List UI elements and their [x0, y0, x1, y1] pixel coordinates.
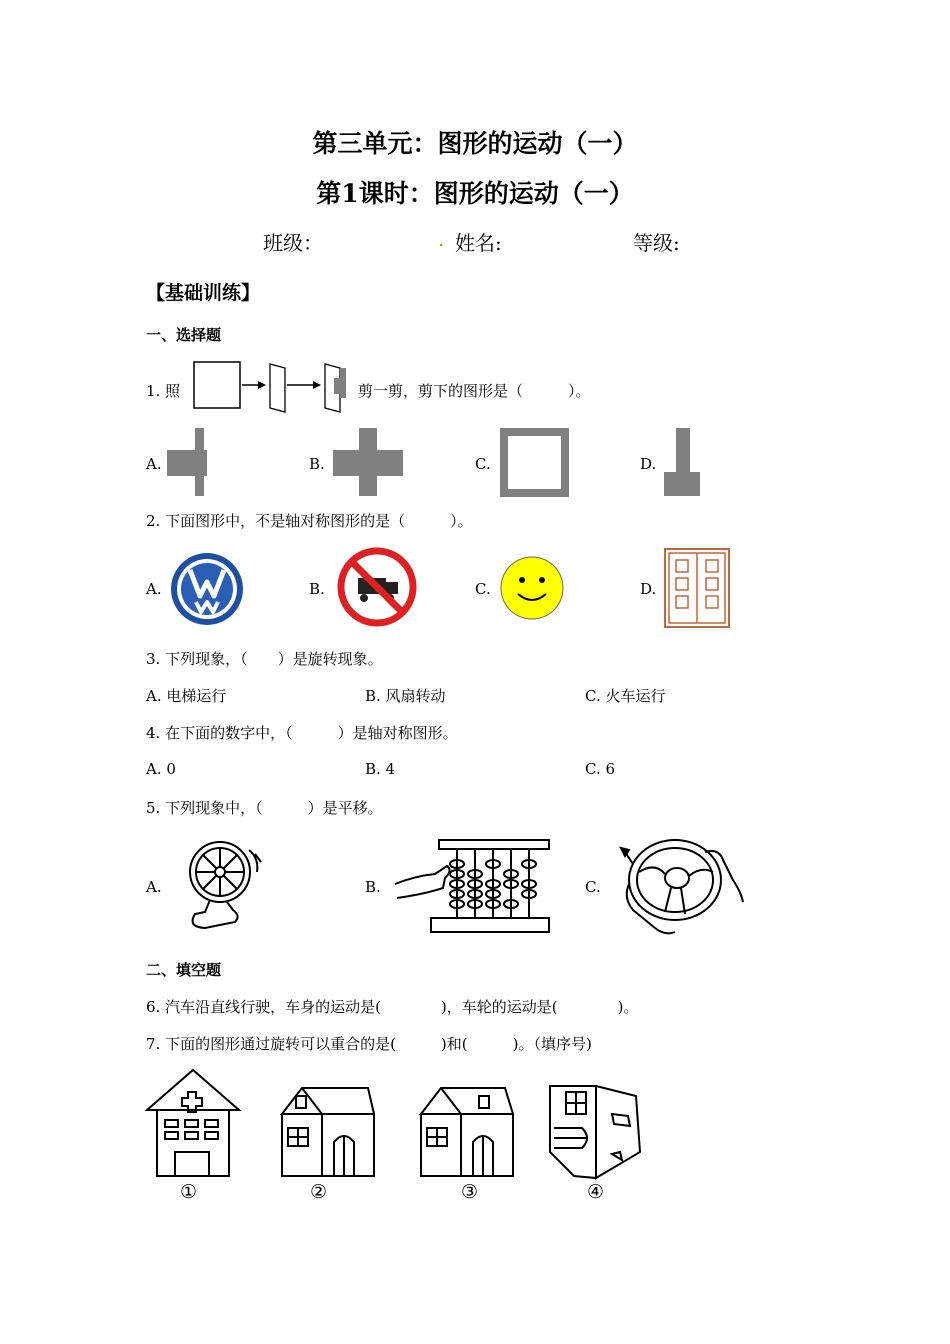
electric-fan-icon	[175, 832, 270, 932]
double-door-icon	[664, 548, 732, 630]
hospital-house-icon	[145, 1068, 245, 1180]
vw-logo-icon	[170, 552, 246, 628]
part-fill-heading: 二、填空题	[146, 961, 222, 979]
name-label: 姓名:	[455, 231, 502, 255]
q4-option-c[interactable]: C. 6	[585, 760, 616, 778]
info-dot: .	[438, 227, 445, 251]
q3-option-c[interactable]: C. 火车运行	[585, 687, 666, 705]
q2-option-d-label[interactable]: D.	[640, 580, 657, 598]
house-icon-2	[278, 1084, 378, 1180]
q5-question: 5. 下列现象中，（ ）是平移。	[146, 799, 383, 817]
q1-option-a-shape	[167, 428, 207, 498]
no-truck-sign-icon	[338, 548, 418, 628]
q1-option-c-label[interactable]: C.	[475, 455, 491, 473]
q4-question: 4. 在下面的数字中，（ ）是轴对称图形。	[146, 724, 458, 742]
q2-option-b-label[interactable]: B.	[309, 580, 325, 598]
q1-prefix: 1. 照	[146, 382, 181, 400]
section-basic-training: 【基础训练】	[146, 282, 261, 304]
q5-option-a-label[interactable]: A.	[146, 878, 162, 896]
q1-option-d-shape	[664, 428, 704, 498]
part-choice-heading: 一、选择题	[146, 326, 222, 344]
q1-fold-diagram	[192, 360, 358, 416]
q3-question: 3. 下列现象，（ ）是旋转现象。	[146, 650, 383, 668]
q1-option-d-label[interactable]: D.	[640, 455, 657, 473]
house-label-1: ①	[180, 1181, 198, 1203]
q5-option-b-label[interactable]: B.	[365, 878, 381, 896]
q7-question: 7. 下面的图形通过旋转可以重合的是( )和( )。（填序号)	[146, 1035, 592, 1053]
q3-option-a[interactable]: A. 电梯运行	[146, 687, 227, 705]
q1-option-b-label[interactable]: B.	[309, 455, 325, 473]
house-label-3: ③	[461, 1181, 479, 1203]
house-label-4: ④	[587, 1181, 605, 1203]
q2-option-c-label[interactable]: C.	[475, 580, 491, 598]
steering-wheel-icon	[615, 832, 750, 942]
house-label-2: ②	[310, 1181, 328, 1203]
q1-option-a-label[interactable]: A.	[146, 455, 162, 473]
q2-question: 2. 下面图形中，不是轴对称图形的是（ ）。	[146, 512, 473, 530]
lesson-subtitle: 第1课时：图形的运动（一）	[316, 179, 634, 208]
smiley-face-icon	[500, 556, 566, 622]
q1-option-c-shape	[500, 428, 570, 498]
q4-option-b[interactable]: B. 4	[365, 760, 396, 778]
class-label: 班级：	[263, 231, 323, 255]
house-icon-3	[417, 1084, 517, 1180]
grade-label: 等级:	[633, 231, 680, 255]
abacus-icon	[395, 836, 555, 936]
rotated-house-icon	[546, 1082, 646, 1180]
q4-option-a[interactable]: A. 0	[146, 760, 176, 778]
q1-suffix: 剪一剪，剪下的图形是（ ）。	[358, 382, 591, 400]
q5-option-c-label[interactable]: C.	[585, 878, 601, 896]
q2-option-a-label[interactable]: A.	[146, 580, 162, 598]
page-title: 第三单元：图形的运动（一）	[312, 129, 638, 158]
q6-question: 6. 汽车沿直线行驶，车身的运动是( )，车轮的运动是( )。	[146, 998, 639, 1016]
q3-option-b[interactable]: B. 风扇转动	[365, 687, 446, 705]
q1-option-b-shape	[333, 428, 405, 498]
